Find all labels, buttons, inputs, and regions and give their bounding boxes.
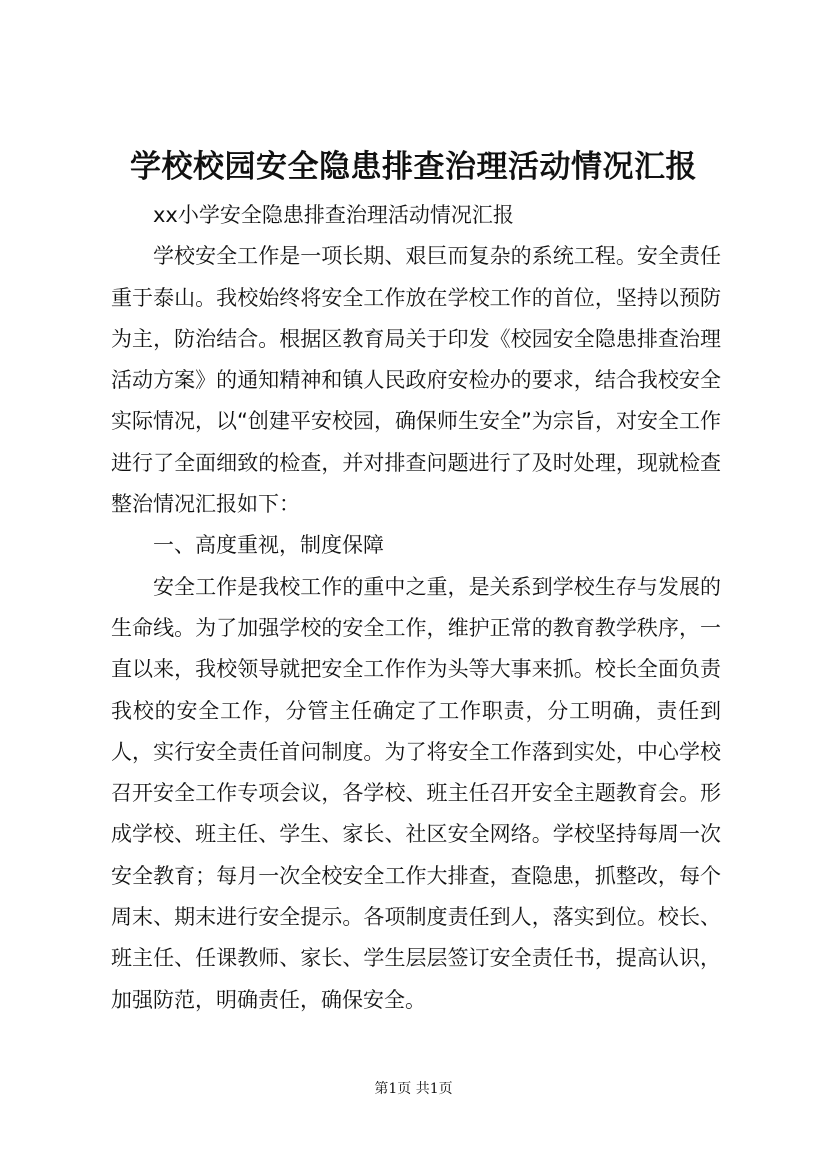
subtitle-line: xx小学安全隐患排查治理活动情况汇报 — [153, 203, 514, 227]
paragraph-intro: 学校安全工作是一项长期、艰巨而复杂的系统工程。安全责任重于泰山。我校始终将安全工作放在学校工作的首位，坚持以预防为主，防治结合。根据区教育局关于印发《校园安全隐患排查治理活动方案》的通知精神和镇人民政府安检办的要求，结合我校安全实际情况，以“创建平安校园，确保师生安全”为宗旨，对安全工作进行了全面细致的检查，并对排查问题进行了及时处理，现就检查整治情况汇报如下： — [111, 244, 721, 517]
document-body — [111, 195, 721, 1021]
section-heading: 一、高度重视，制度保障 — [153, 533, 384, 558]
paragraph-section-one: 安全工作是我校工作的重中之重，是关系到学校生存与发展的生命线。为了加强学校的安全工作，维护正常的教育教学秩序，一直以来，我校领导就把安全工作作为头等大事来抓。校长全面负责我校的安全工作，分管主任确定了工作职责，分工明确，责任到人，实行安全责任首问制度。为了将安全工作落到实处，中心学校召开安全工作专项会议，各学校、班主任召开安全主题教育会。形成学校、班主任、学生、家长、社区安全网络。学校坚持每周一次安全教育；每月一次全校安全工作大排查，查隐患，抓整改，每个周末、期末进行安全提示。各项制度责任到人，落实到位。校长、班主任、任课教师、家长、学生层层签订安全责任书，提高认识，加强防范，明确责任，确保安全。 — [111, 574, 721, 1012]
document-title: 学校校园安全隐患排查治理活动情况汇报 — [130, 149, 697, 185]
page-number-footer: 第1页 共1页 — [374, 1081, 453, 1097]
